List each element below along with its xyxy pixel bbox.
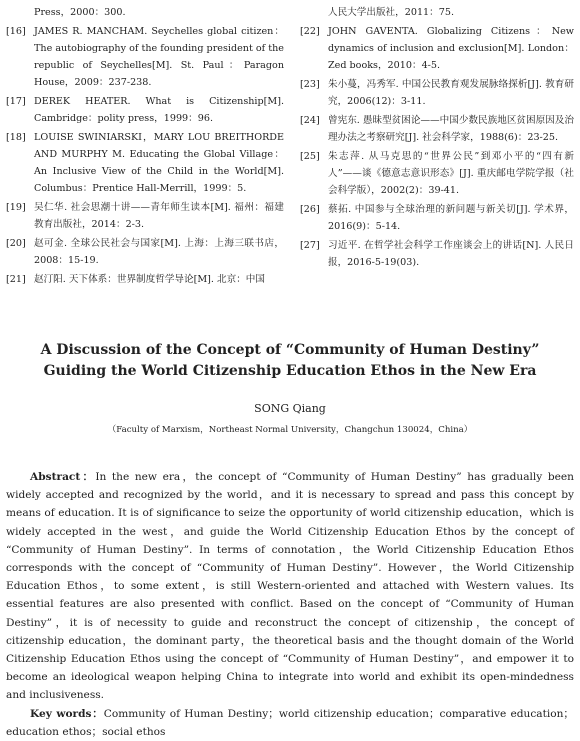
author-name: SONG Qiang [254, 402, 326, 415]
title-line-2: Guiding the World Citizenship Education Ethos in the New Era [43, 363, 537, 379]
reference-number: [24] [300, 115, 320, 126]
reference-text: LOUISE SWINIARSKI，MARY LOU BREITHORDE AND MURPHY M. Educating the Global Village：An Inclusive View of the Child in the World[M]. Columbus：Prentice Hall-Merrill，1999：5. [34, 132, 284, 194]
reference-number [300, 4, 328, 21]
reference-text: 蔡拓. 中国参与全球治理的新问题与新关切[J]. 学术界，2016(9)：5-14. [328, 204, 574, 232]
reference-text: 朱志萍. 从马克思的“世界公民”到邓小平的“四有新人”——谈《德意志意识形态》[J]. 重庆邮电学院学报（社会科学版），2002(2)：39-41. [328, 151, 574, 196]
reference-text: 赵可金. 全球公民社会与国家[M]. 上海：上海三联书店，2008：15-19. [34, 238, 284, 266]
abstract-paragraph [6, 468, 574, 705]
reference-number: [21] [6, 274, 26, 285]
reference-text: 曾宪东. 愚昧型贫困论——中国少数民族地区贫困原因及治理办法之考察研究[J]. 社会科学家，1988(6)：23-25. [328, 115, 574, 143]
reference-item [6, 93, 284, 127]
reference-text: JOHN GAVENTA. Globalizing Citizens：New dynamics of inclusion and exclusion[M]. London：Zed books，2010：4-5. [328, 26, 574, 71]
references-section [0, 0, 580, 300]
reference-text: 习近平. 在哲学社会科学工作座谈会上的讲话[N]. 人民日报，2016-5-19(03). [328, 240, 574, 268]
reference-item [300, 148, 574, 199]
reference-text: JAMES R. MANCHAM. Seychelles global citizen：The autobiography of the founding president of the republic of Seychelles[M]. St. Paul：Paragon House，2009：237-238. [34, 26, 284, 88]
reference-number: [27] [300, 240, 320, 251]
references-left-column [6, 4, 284, 290]
reference-text: 人民大学出版社，2011：75. [328, 7, 455, 18]
reference-item [300, 23, 574, 74]
author-affiliation: （Faculty of Marxism，Northeast Normal University，Changchun 130024，China） [107, 425, 473, 435]
keywords-text: Community of Human Destiny；world citizenship education；comparative education；education ethos；social ethos [6, 707, 575, 738]
abstract-label: Abstract： [30, 471, 96, 483]
reference-item [6, 199, 284, 233]
reference-text: 赵汀阳. 天下体系：世界制度哲学导论[M]. 北京：中国 [34, 274, 265, 285]
keywords-label: Key words： [30, 707, 104, 720]
references-right-column [300, 4, 574, 273]
reference-number [6, 4, 34, 21]
title-line-1: A Discussion of the Concept of “Community of Human Destiny” [40, 342, 540, 358]
reference-item [6, 129, 284, 197]
reference-item [300, 237, 574, 271]
reference-number: [26] [300, 204, 320, 215]
reference-text: DEREK HEATER. What is Citizenship[M]. Cambridge：polity press，1999：96. [34, 96, 284, 124]
reference-item [6, 271, 284, 288]
reference-number: [20] [6, 238, 26, 249]
reference-number: [19] [6, 202, 26, 213]
reference-item [6, 235, 284, 269]
reference-number: [17] [6, 96, 26, 107]
reference-item [300, 4, 574, 21]
reference-text: 吴仁华. 社会思潮十讲——青年师生读本[M]. 福州：福建教育出版社，2014：2-3. [34, 202, 284, 230]
reference-number: [18] [6, 132, 26, 143]
reference-number: [22] [300, 26, 320, 37]
reference-item [300, 201, 574, 235]
paper-title [0, 340, 580, 382]
reference-item [300, 76, 574, 110]
reference-number: [16] [6, 26, 26, 37]
reference-item [6, 23, 284, 91]
reference-text: Press，2000：300. [34, 7, 126, 18]
reference-item [300, 112, 574, 146]
reference-number: [25] [300, 151, 320, 162]
reference-text: 朱小蔓，冯秀军. 中国公民教育观发展脉络探析[J]. 教育研究，2006(12)：3-11. [328, 79, 574, 107]
reference-item [6, 4, 284, 21]
abstract-text: In the new era，the concept of “Community of Human Destiny” has gradually been widely accepted and recognized by the world，and it is necessary to spread and pass this concept by means of education. It is of significance to seize the opportunity of world citizenship education，which is widely accepted in the west，and guide the World Citizenship Education Ethos by the concept of “Community of Human Destiny”. In terms of connotation，the World Citizenship Education Ethos corresponds with the concept of “Community of Human Destiny”. However，the World Citizenship Education Ethos，to some extent，is still Western-oriented and attached with Western values. Its essential features are also presented with conflict. Based on the concept of “Community of Human Destiny”，it is of necessity to guide and reconstruct the concept of citizenship，the concept of citizenship education，the dominant party，the theoretical basis and the thought domain of the World Citizenship Education Ethos using the concept of “Community of Human Destiny”，and empower it to become an ideological weapon helping China to integrate into world and exhibit its open-mindedness and inclusiveness. [6, 471, 574, 702]
abstract-section [6, 468, 574, 741]
keywords-paragraph [6, 705, 574, 741]
reference-number: [23] [300, 79, 320, 90]
